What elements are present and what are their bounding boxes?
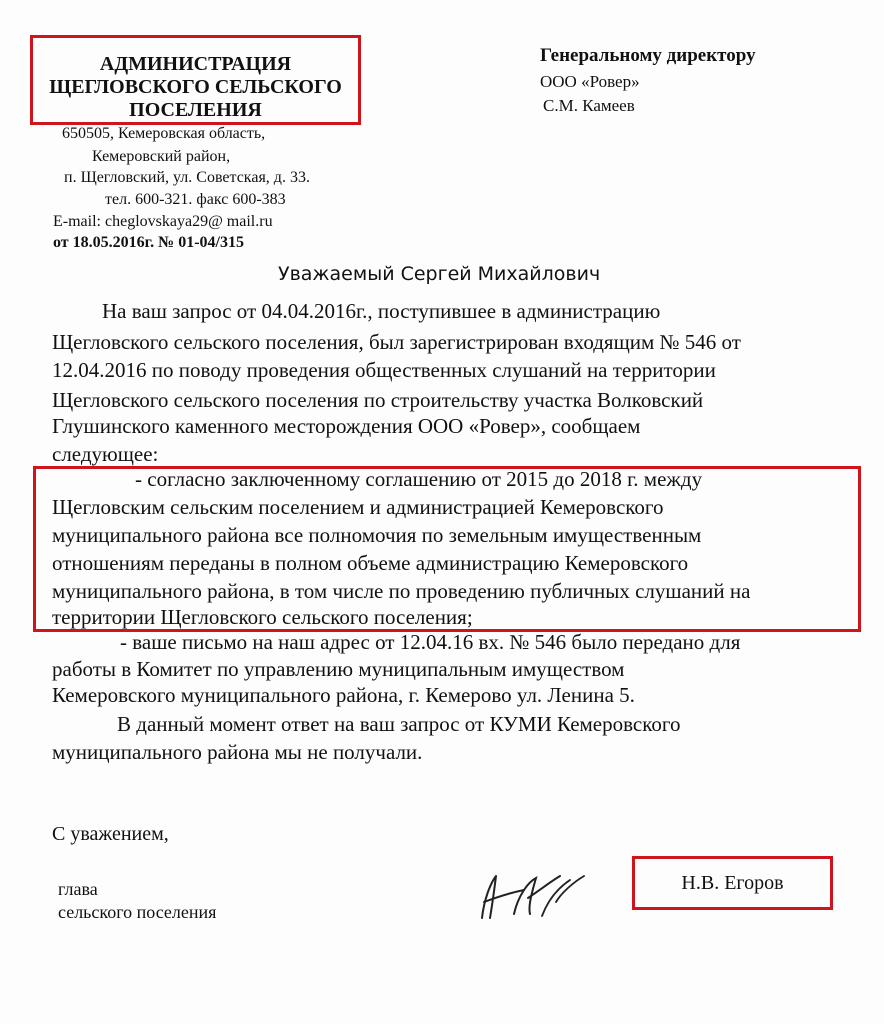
sender-address-line: 650505, Кемеровская область, [62,125,266,142]
sender-org-line3: ПОСЕЛЕНИЯ [129,99,262,121]
body-line: Щегловского сельского поселения по строительству участка Волковский [52,388,704,412]
body-line: отношениям переданы в полном объеме администрацию Кемеровского [52,551,689,575]
body-line: работы в Комитет по управлению муниципальным имуществом [52,657,625,681]
recipient-name: С.М. Камеев [543,96,635,115]
sender-org-line1: АДМИНИСТРАЦИЯ [99,53,292,75]
body-line: - ваше письмо на наш адрес от 12.04.16 вх. № 546 было передано для [120,630,741,654]
signer-position-line2: сельского поселения [58,902,217,922]
body-line: муниципального района все полномочия по земельным имущественным [52,523,702,547]
sender-email: E-mail: cheglovskaya29@ mail.ru [53,213,273,230]
sender-org-line2: ЩЕГЛОВСКОГО СЕЛЬСКОГО [49,76,342,98]
body-line: территории Щегловского сельского поселения; [52,605,473,629]
body-line: следующее: [52,442,159,466]
outgoing-reference: от 18.05.2016г. № 01-04/315 [53,234,244,251]
signatory-highlight [632,856,833,910]
recipient-company: ООО «Ровер» [540,72,640,91]
sender-address-line: Кемеровский район, [92,148,231,165]
sender-address-line: п. Щегловский, ул. Советская, д. 33. [64,169,310,186]
salutation: Уважаемый Сергей Михайлович [278,263,601,285]
body-line: муниципального района, в том числе по проведению публичных слушаний на [52,579,751,603]
body-line: муниципального района мы не получали. [52,740,423,764]
body-line: Кемеровского муниципального района, г. Кемерово ул. Ленина 5. [52,683,635,707]
signer-position-line1: глава [58,879,98,899]
closing-regards: С уважением, [52,823,169,845]
body-line: Щегловского сельского поселения, был зарегистрирован входящим № 546 от [52,330,741,354]
body-line: - согласно заключенному соглашению от 2015 до 2018 г. между [135,467,703,491]
body-line: В данный момент ответ на ваш запрос от КУМИ Кемеровского [117,712,681,736]
body-line: 12.04.2016 по поводу проведения общественных слушаний на территории [52,358,716,382]
body-line: Глушинского каменного месторождения ООО «Ровер», сообщаем [52,414,641,438]
body-line: На ваш запрос от 04.04.2016г., поступившее в администрацию [102,299,661,323]
recipient-title: Генеральному директору [540,45,756,66]
signatory-name: Н.В. Егоров [681,871,784,894]
handwritten-signature [470,862,590,924]
sender-address-line: тел. 600-321. факс 600-383 [105,191,286,208]
body-line: Щегловским сельским поселением и администрацией Кемеровского [52,495,664,519]
